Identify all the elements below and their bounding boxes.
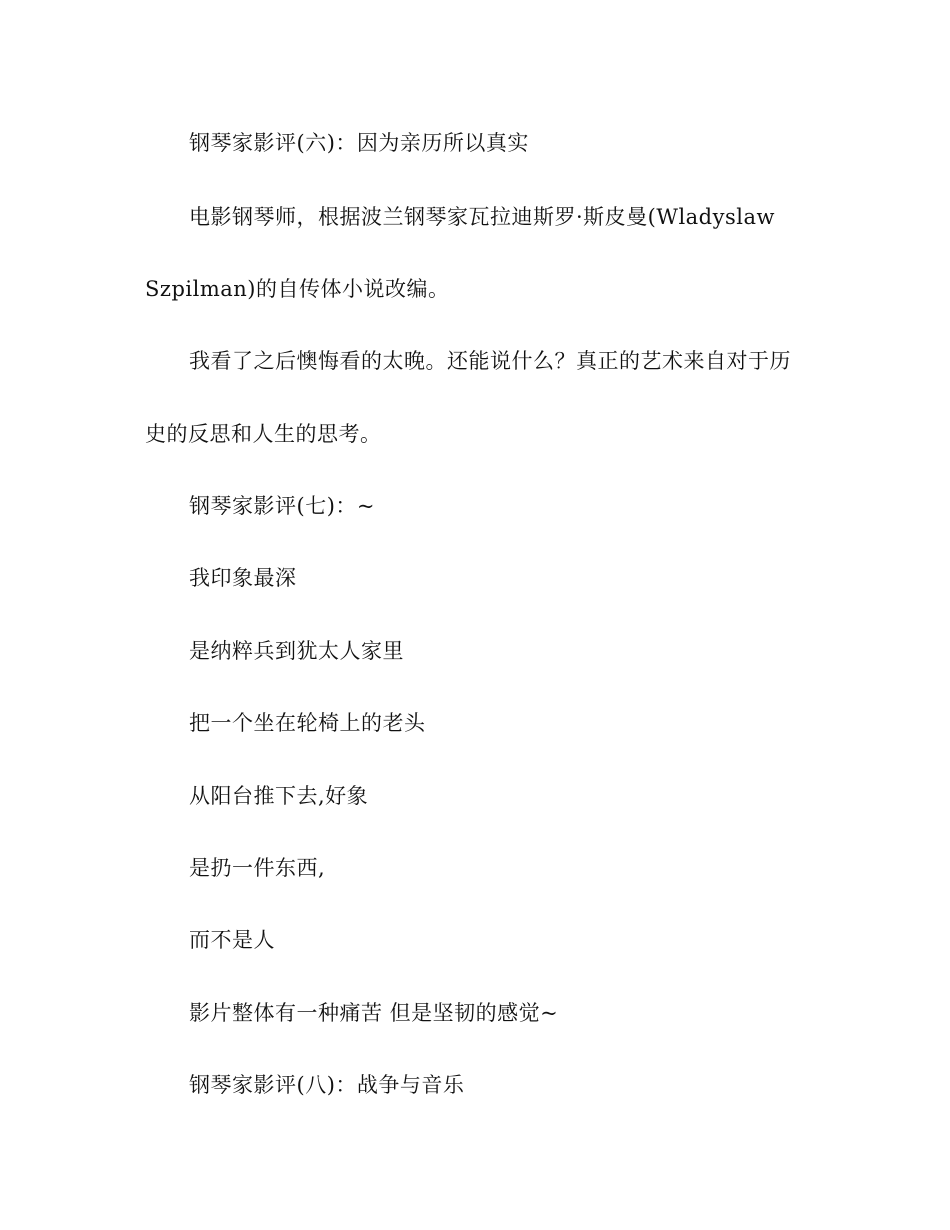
- paragraph-line: 电影钢琴师，根据波兰钢琴家瓦拉迪斯罗·斯皮曼(Wladyslaw: [189, 205, 775, 229]
- paragraph-line: 我看了之后懊悔看的太晚。还能说什么？真正的艺术来自对于历: [189, 349, 791, 373]
- paragraph-line: Szpilman)的自传体小说改编。: [145, 277, 450, 301]
- paragraph-line: 影片整体有一种痛苦 但是坚韧的感觉~: [189, 1001, 559, 1025]
- paragraph-line: 把一个坐在轮椅上的老头: [189, 711, 426, 735]
- paragraph-line: 我印象最深: [189, 566, 297, 590]
- section-heading-8: 钢琴家影评(八)：战争与音乐: [189, 1073, 465, 1097]
- paragraph-line: 是扔一件东西,: [189, 856, 326, 880]
- paragraph-line: 而不是人: [189, 928, 275, 952]
- section-heading-7: 钢琴家影评(七)：~: [189, 494, 375, 518]
- paragraph-line: 是纳粹兵到犹太人家里: [189, 639, 404, 663]
- paragraph-line: 史的反思和人生的思考。: [145, 422, 382, 446]
- paragraph-line: 从阳台推下去,好象: [189, 784, 369, 808]
- section-heading-6: 钢琴家影评(六)：因为亲历所以真实: [189, 131, 529, 155]
